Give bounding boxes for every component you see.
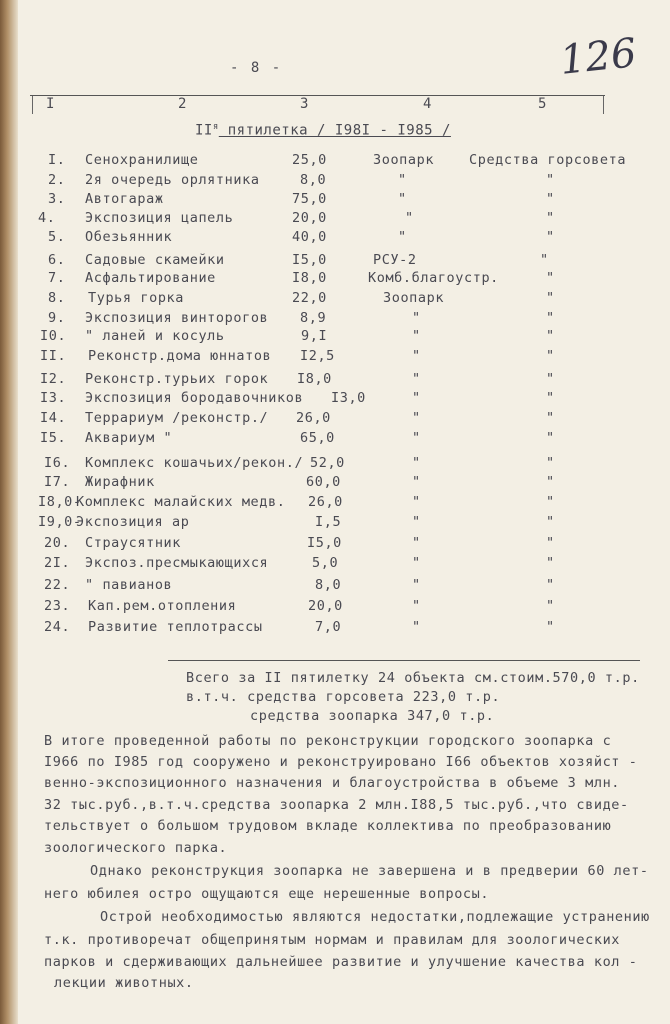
executing-organization: Зоопарк xyxy=(383,290,445,306)
project-cost: I,5 xyxy=(315,514,342,530)
summary-total: Всего за II пятилетку 24 объекта см.стоим.570,0 т.р. xyxy=(186,670,640,686)
paragraph-line: 32 тыс.руб.,в.т.ч.средства зоопарка 2 млн.I88,5 тыс.руб.,что свиде- xyxy=(44,797,629,813)
funding-source: " xyxy=(546,577,555,593)
executing-organization: " xyxy=(412,555,421,571)
project-name: Комплекс малайских медв. xyxy=(76,494,286,510)
row-number: I4. xyxy=(40,410,67,426)
executing-organization: " xyxy=(412,371,421,387)
paragraph-line: I966 по I985 год сооружено и реконструировано I66 объектов хозяйст - xyxy=(44,754,638,770)
paragraph-line: т.к. противоречат общепринятым нормам и правилам для зоологических xyxy=(44,932,621,948)
funding-source: " xyxy=(546,390,555,406)
project-cost: 20,0 xyxy=(308,598,343,614)
funding-source: " xyxy=(546,555,555,571)
funding-source: " xyxy=(546,619,555,635)
row-number: 2. xyxy=(48,172,66,188)
executing-organization: " xyxy=(412,535,421,551)
row-number: 4. xyxy=(38,210,56,226)
column-number-3: 3 xyxy=(300,96,309,112)
row-number: I0. xyxy=(40,328,67,344)
executing-organization: " xyxy=(412,455,421,471)
executing-organization: " xyxy=(398,229,407,245)
funding-source: " xyxy=(546,348,555,364)
project-name: Садовые скамейки xyxy=(85,252,225,268)
project-name: " павианов xyxy=(85,577,173,593)
project-name: Обезьянник xyxy=(85,229,173,245)
project-cost: 65,0 xyxy=(300,430,335,446)
project-cost: 7,0 xyxy=(315,619,342,635)
executing-organization: " xyxy=(412,348,421,364)
project-name: Экспоз.пресмыкающихся xyxy=(85,555,269,571)
funding-source: " xyxy=(546,410,555,426)
paragraph-line: тельствует о большом трудовом вкладе коллектива по преобразованию xyxy=(44,818,612,834)
paragraph-line: зоологического парка. xyxy=(44,840,228,856)
funding-source: " xyxy=(546,191,555,207)
project-cost: 60,0 xyxy=(306,474,341,490)
project-cost: 26,0 xyxy=(308,494,343,510)
project-cost: I5,0 xyxy=(307,535,342,551)
project-cost: 20,0 xyxy=(292,210,327,226)
paragraph-line: венно-экспозиционного назначения и благоустройства в объеме 3 млн. xyxy=(44,775,621,791)
project-name: Автогараж xyxy=(85,191,164,207)
executing-organization: " xyxy=(398,172,407,188)
project-cost: 25,0 xyxy=(292,152,327,168)
project-name: Экспозиция цапель xyxy=(85,210,234,226)
row-number: I7. xyxy=(44,474,71,490)
funding-source: " xyxy=(546,598,555,614)
executing-organization: " xyxy=(412,577,421,593)
section-title-roman: II xyxy=(195,122,213,139)
row-number: I9,0- xyxy=(38,514,82,530)
project-cost: 5,0 xyxy=(312,555,339,571)
column-number-5: 5 xyxy=(538,96,547,112)
executing-organization: " xyxy=(412,474,421,490)
executing-organization: Комб.благоустр. xyxy=(368,270,499,286)
row-number: 23. xyxy=(44,598,71,614)
row-number: I2. xyxy=(40,371,67,387)
column-separator xyxy=(603,96,604,114)
row-number: I8,0- xyxy=(38,494,82,510)
project-cost: 22,0 xyxy=(292,290,327,306)
column-number-2: 2 xyxy=(178,96,187,112)
funding-source: " xyxy=(546,455,555,471)
paragraph-line: парков и сдерживающих дальнейшее развитие и улучшение качества кол - xyxy=(44,954,638,970)
project-name: Турья горка xyxy=(88,290,185,306)
executing-organization: РСУ-2 xyxy=(373,252,417,268)
project-cost: I8,0 xyxy=(297,371,332,387)
row-number: 7. xyxy=(48,270,66,286)
paragraph-line: него юбилея остро ощущаются еще нерешенные вопросы. xyxy=(44,886,490,902)
project-name: Жирафник xyxy=(85,474,155,490)
row-number: I. xyxy=(48,152,66,168)
row-number: 9. xyxy=(48,310,66,326)
project-cost: 8,0 xyxy=(300,172,327,188)
row-number: 24. xyxy=(44,619,71,635)
executing-organization: " xyxy=(412,619,421,635)
row-number: I5. xyxy=(40,430,67,446)
funding-source: " xyxy=(540,252,549,268)
paragraph-line: Однако реконструкция зоопарка не завершена и в предверии 60 лет- xyxy=(90,863,649,879)
section-title-superscript: я xyxy=(212,122,219,132)
row-number: 8. xyxy=(48,290,66,306)
funding-source: " xyxy=(546,514,555,530)
project-name: Реконстр.турьих горок xyxy=(85,371,269,387)
funding-source: " xyxy=(546,430,555,446)
table-top-rule xyxy=(30,95,605,96)
project-cost: 8,9 xyxy=(300,310,327,326)
handwritten-number: 126 xyxy=(557,30,639,84)
project-name: Страусятник xyxy=(85,535,182,551)
project-name: " ланей и косуль xyxy=(85,328,225,344)
funding-source: " xyxy=(546,172,555,188)
executing-organization: " xyxy=(412,410,421,426)
project-name: Экспозиция ар xyxy=(76,514,190,530)
paragraph-line: В итоге проведенной работы по реконструкции городского зоопарка с xyxy=(44,733,612,749)
project-name: Террариум /реконстр./ xyxy=(85,410,269,426)
project-name: Сенохранилище xyxy=(85,152,199,168)
column-number-1: I xyxy=(46,96,55,112)
project-name: Комплекс кошачьих/рекон./ xyxy=(85,455,304,471)
executing-organization: Зоопарк xyxy=(373,152,435,168)
row-number: 5. xyxy=(48,229,66,245)
project-cost: 9,I xyxy=(301,328,328,344)
executing-organization: " xyxy=(412,328,421,344)
funding-source: " xyxy=(546,270,555,286)
executing-organization: " xyxy=(398,191,407,207)
project-name: Асфальтирование xyxy=(85,270,216,286)
funding-source: " xyxy=(546,328,555,344)
row-number: II. xyxy=(40,348,67,364)
funding-source: " xyxy=(546,290,555,306)
project-cost: 26,0 xyxy=(296,410,331,426)
paragraph-line: лекции животных. xyxy=(54,975,194,991)
project-name: Аквариум " xyxy=(85,430,173,446)
summary-city-funds: в.т.ч. средства горсовета 223,0 т.р. xyxy=(186,689,501,705)
summary-rule xyxy=(168,660,640,661)
executing-organization: " xyxy=(412,514,421,530)
row-number: 22. xyxy=(44,577,71,593)
project-name: 2я очередь орлятника xyxy=(85,172,260,188)
project-name: Реконстр.дома юннатов xyxy=(88,348,272,364)
project-name: Экспозиция бородавочников xyxy=(85,390,304,406)
project-cost: I8,0 xyxy=(292,270,327,286)
column-separator xyxy=(32,96,33,114)
project-cost: 75,0 xyxy=(292,191,327,207)
funding-source: " xyxy=(546,535,555,551)
project-name: Кап.рем.отопления xyxy=(88,598,237,614)
project-name: Экспозиция винторогов xyxy=(85,310,269,326)
project-cost: I3,0 xyxy=(331,390,366,406)
funding-source: Средства горсовета xyxy=(469,152,627,168)
executing-organization: " xyxy=(412,430,421,446)
column-number-4: 4 xyxy=(423,96,432,112)
project-name: Развитие теплотрассы xyxy=(88,619,263,635)
summary-zoo-funds: средства зоопарка 347,0 т.р. xyxy=(250,708,495,724)
funding-source: " xyxy=(546,494,555,510)
funding-source: " xyxy=(546,310,555,326)
funding-source: " xyxy=(546,210,555,226)
executing-organization: " xyxy=(412,494,421,510)
executing-organization: " xyxy=(412,390,421,406)
executing-organization: " xyxy=(412,598,421,614)
project-cost: 52,0 xyxy=(310,455,345,471)
paragraph-line: Острой необходимостью являются недостатки,подлежащие устранению xyxy=(100,909,650,925)
row-number: 2I. xyxy=(44,555,71,571)
row-number: 3. xyxy=(48,191,66,207)
project-cost: I5,0 xyxy=(292,252,327,268)
page-number: - 8 - xyxy=(230,60,283,76)
page-binding xyxy=(0,0,18,1024)
executing-organization: " xyxy=(412,310,421,326)
project-cost: 40,0 xyxy=(292,229,327,245)
project-cost: 8,0 xyxy=(315,577,342,593)
row-number: 6. xyxy=(48,252,66,268)
row-number: I6. xyxy=(44,455,71,471)
funding-source: " xyxy=(546,229,555,245)
section-title-text: пятилетка / I98I - I985 / xyxy=(218,122,451,139)
row-number: 20. xyxy=(44,535,71,551)
row-number: I3. xyxy=(40,390,67,406)
section-title xyxy=(195,122,451,139)
funding-source: " xyxy=(546,371,555,387)
funding-source: " xyxy=(546,474,555,490)
executing-organization: " xyxy=(405,210,414,226)
project-cost: I2,5 xyxy=(300,348,335,364)
